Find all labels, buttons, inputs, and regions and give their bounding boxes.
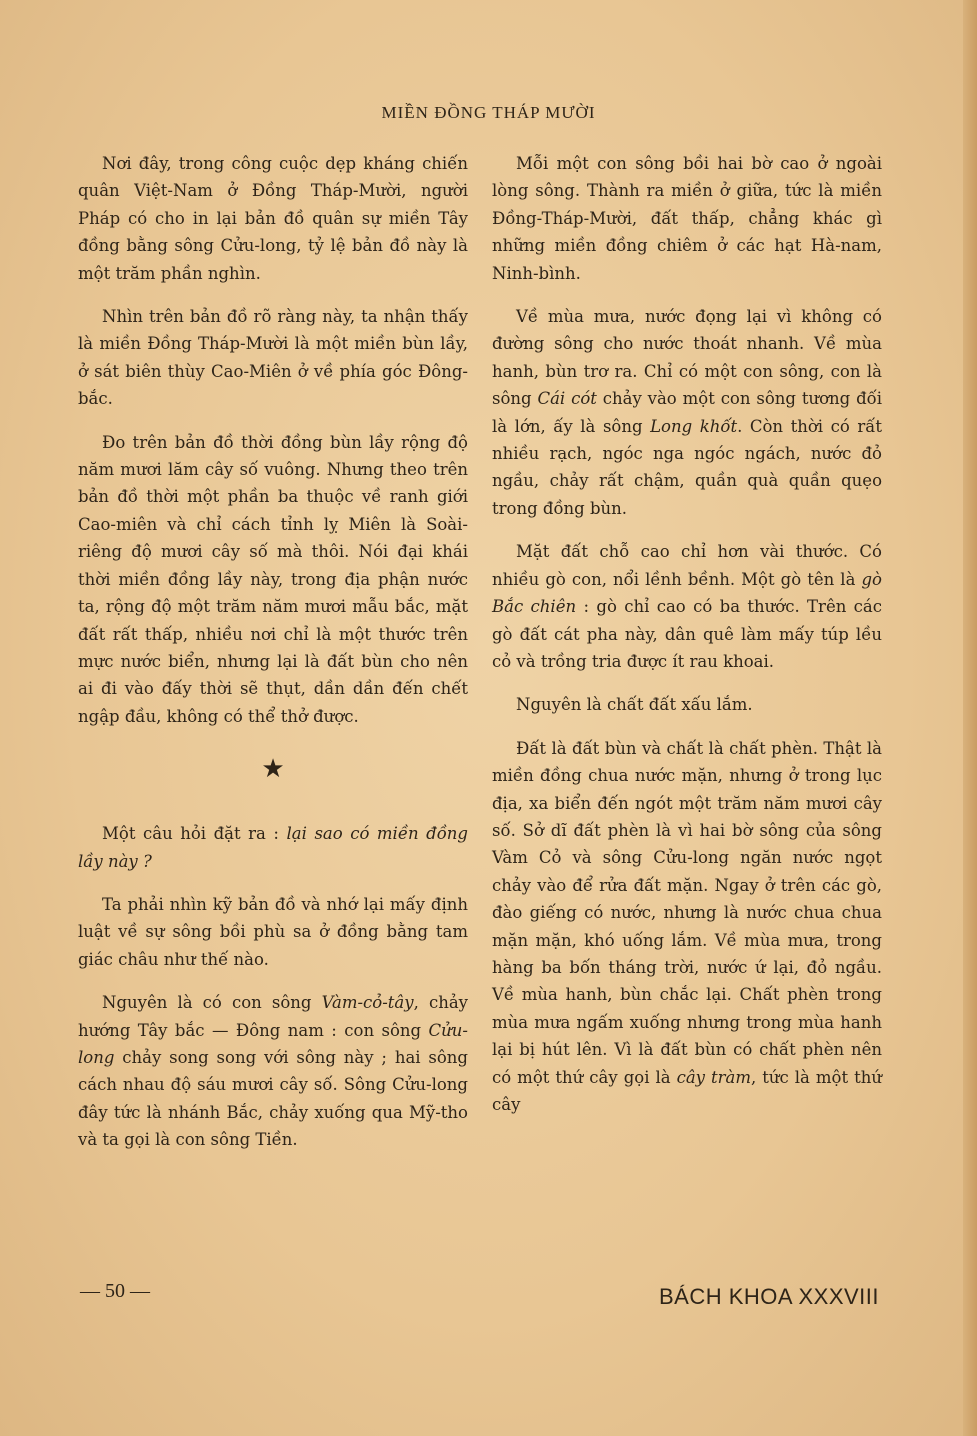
italic-run: Cửu-long bbox=[78, 1020, 468, 1067]
magazine-footer: BÁCH KHOA XXXVIII bbox=[658, 1284, 879, 1309]
text-run: chảy song song với sông này ; hai sông cách nhau độ sáu mươi cây số. Sông Cửu-long đây tức là nhánh Bắc, chảy xuống qua Mỹ-tho và ta gọi là con sông Tiền. bbox=[78, 1047, 468, 1150]
text-run: : gò chỉ cao có ba thước. Trên các gò đất cát pha này, dân quê làm mấy túp lều cỏ và trồng tria được ít rau khoai. bbox=[492, 597, 883, 671]
paragraph bbox=[492, 303, 882, 522]
left-column bbox=[78, 150, 468, 1170]
italic-run: lại sao có miền đồng lầy này ? bbox=[78, 824, 468, 871]
italic-run: Vàm-cỏ-tây bbox=[321, 993, 414, 1013]
paragraph: Ta phải nhìn kỹ bản đồ và nhớ lại mấy định luật về sự sông bồi phù sa ở đồng bằng tam giác châu như thế nào. bbox=[78, 894, 468, 969]
paragraph: Mỗi một con sông bồi hai bờ cao ở ngoài lòng sông. Thành ra miền ở giữa, tức là miền Đồng-Tháp-Mười, đất thấp, chẳng khác gì những miền đồng chiêm ở các hạt Hà-nam, Ninh-bình. bbox=[492, 154, 882, 283]
section-star-divider: ★ bbox=[261, 754, 285, 785]
running-header: MIỀN ĐỒNG THÁP MƯỜI bbox=[381, 103, 596, 122]
paragraph: Nhìn trên bản đồ rõ ràng này, ta nhận thấy là miền Đồng Tháp-Mười là một miền bùn lầy, ở sát biên thùy Cao-Miên ở về phía góc Đông-bắc. bbox=[78, 307, 468, 409]
text-run: Đất là đất bùn và chất là chất phèn. Thật là miền đồng chua nước mặn, nhưng ở trong lục địa, xa biển đến ngót một trăm năm mươi cây số. Sở dĩ đất phèn là vì hai bờ sông của sông Vàm Cỏ và sông Cửu-long ngăn nước ngọt chảy vào để rửa đất mặn. Ngay ở trên các gò, đào giếng có nước, nhưng là nước chua chua mặn mặn, khó uống lắm. Về mùa mưa, trong hàng ba bốn tháng trời, nước ứ lại, đỏ ngầu. Về mùa hanh, bùn chắc lại. Chất phèn trong mùa mưa ngấm xuống nhưng trong mùa hanh lại bị hút lên. Vì là đất bùn có chất phèn nên có một thứ cây gọi là bbox=[492, 738, 882, 1087]
italic-run: cây tràm bbox=[676, 1067, 752, 1087]
text-run: Về mùa mưa, nước đọng lại vì không có đường sông cho nước thoát nhanh. Về mùa hanh, bùn trơ ra. Chỉ có một con sông, con là sông bbox=[492, 307, 882, 409]
italic-run: Long khốt bbox=[650, 416, 738, 436]
paragraph: Đo trên bản đồ thời đồng bùn lầy rộng độ năm mươi lăm cây số vuông. Nhưng theo trên bản đồ thời một phần ba thuộc về ranh giới Cao-miên và chỉ cách tỉnh lỵ Miên là Soài-riêng độ mươi cây số mà thôi. Nói đại khái thời miền đồng lầy này, trong địa phận nước ta, rộng độ một trăm năm mươi mẫu bắc, mặt đất rất thấp, nhiều nơi chỉ là một thước trên mực nước biển, nhưng lại là đất bùn cho nên ai đi vào đấy thời sẽ thụt, dần dần đến chết ngập đầu, không có thể thở được. bbox=[78, 432, 468, 726]
text-run: , tức là một thứ cây bbox=[492, 1067, 882, 1114]
right-column bbox=[492, 150, 882, 1134]
text-run: , chảy hướng Tây bắc — Đông nam : con sông bbox=[78, 993, 468, 1040]
page-edge bbox=[963, 0, 977, 1436]
text-run: chảy vào một con sông tương đối là lớn, ấy là sông bbox=[492, 389, 883, 436]
text-run: Nguyên là có con sông bbox=[102, 993, 322, 1013]
italic-run: gò Bắc chiên bbox=[492, 569, 882, 617]
page-number: — 50 — bbox=[80, 1280, 150, 1302]
text-run: Một câu hỏi đặt ra : bbox=[102, 824, 287, 844]
paragraph bbox=[78, 820, 468, 875]
paragraph bbox=[78, 989, 468, 1153]
paragraph: Nguyên là chất đất xấu lắm. bbox=[516, 695, 753, 715]
italic-run: Cái cót bbox=[537, 389, 597, 409]
text-run: Mặt đất chỗ cao chỉ hơn vài thước. Có nhiều gò con, nổi lềnh bềnh. Một gò tên là bbox=[492, 542, 882, 589]
paragraph: Nơi đây, trong công cuộc dẹp kháng chiến quân Việt-Nam ở Đồng Tháp-Mười, người Pháp có cho in lại bản đồ quân sự miền Tây đồng bằng sông Cửu-long, tỷ lệ bản đồ này là một trăm phần nghìn. bbox=[78, 154, 468, 283]
paragraph bbox=[492, 735, 882, 1119]
paragraph bbox=[492, 538, 882, 675]
text-run: . Còn thời có rất nhiều rạch, ngóc nga ngóc ngách, nước đỏ ngầu, chảy rất chậm, quần quà quần quẹo trong đồng bùn. bbox=[492, 416, 882, 518]
